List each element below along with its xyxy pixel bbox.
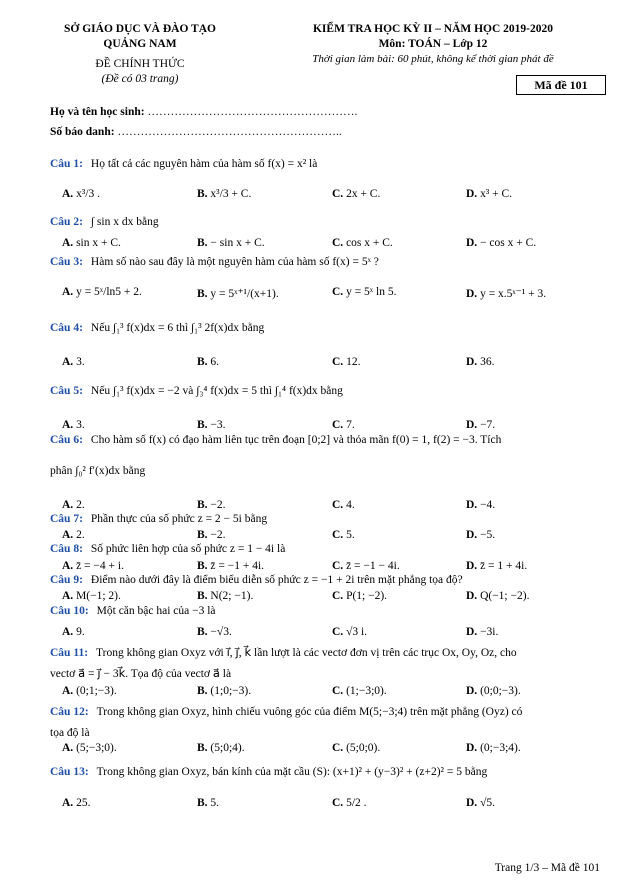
answer-option-d: D. − cos x + C. <box>466 237 537 249</box>
question-text: Hàm số nào sau đây là một nguyên hàm của hàm số f(x) = 5ˣ ? <box>90 256 379 268</box>
question-label: Câu 9: <box>50 574 83 586</box>
answer-option-c: C. y = 5ˣ ln 5. <box>332 286 397 298</box>
answer-option-b: B. (1;0;−3). <box>197 685 252 697</box>
answer-option-d: D. √5. <box>466 797 495 809</box>
answer-option-c: C. 5/2 . <box>332 797 367 809</box>
question-label: Câu 6: <box>50 434 83 446</box>
exam-title: KIỂM TRA HỌC KỲ II – NĂM HỌC 2019-2020 <box>312 23 554 35</box>
question-10 <box>50 605 605 617</box>
answer-option-c: C. 4. <box>332 499 355 511</box>
question-text: Phần thực của số phức z = 2 − 5i bằng <box>90 513 268 525</box>
student-name-dots: ………………………………………………. <box>147 106 358 118</box>
answer-option-a: A. M(−1; 2). <box>62 590 121 602</box>
answer-option-c: C. √3 i. <box>332 626 368 638</box>
answer-option-c: C. P(1; −2). <box>332 590 388 602</box>
answer-option-d: D. Q(−1; −2). <box>466 590 530 602</box>
question-text: Trong không gian Oxyz với i⃗, j⃗, k⃗ lần lượt là các vectơ đơn vị trên các trục Ox, Oy, Oz, cho <box>96 647 517 659</box>
time-label: Thời gian làm bài: 60 phút, không kể thời gian phát đề <box>312 53 554 65</box>
dept-line1: SỞ GIÁO DỤC VÀ ĐÀO TẠO <box>64 23 216 35</box>
answer-option-c: C. z̄ = −1 − 4i. <box>332 560 400 572</box>
answer-option-d: D. −3i. <box>466 626 499 638</box>
answer-option-b: B. 6. <box>197 356 220 368</box>
question-4 <box>50 322 605 334</box>
question-text-continued: vectơ a⃗ = j⃗ − 3k⃗. Tọa độ của vectơ a⃗ là <box>50 668 232 680</box>
question-label: Câu 13: <box>50 766 89 778</box>
question-text-continued: tọa độ là <box>50 727 90 739</box>
answer-option-b: B. N(2; −1). <box>197 590 254 602</box>
answer-option-a: A. x³/3 . <box>62 188 100 200</box>
question-12 <box>50 706 605 718</box>
answer-option-d: D. (0;−3;4). <box>466 742 521 754</box>
answer-option-d: D. y = x.5ˣ⁻¹ + 3. <box>466 288 547 300</box>
answer-option-c: C. 7. <box>332 419 355 431</box>
answer-option-d: D. −5. <box>466 529 496 541</box>
question-6 <box>50 434 605 446</box>
answer-option-b: B. −3. <box>197 419 226 431</box>
question-label: Câu 1: <box>50 158 83 170</box>
answer-option-d: D. (0;0;−3). <box>466 685 521 697</box>
question-text: Trong không gian Oxyz, bán kính của mặt cầu (S): (x+1)² + (y−3)² + (z+2)² = 5 bằng <box>96 766 488 778</box>
answer-option-b: B. 5. <box>197 797 220 809</box>
question-text: Một căn bậc hai của −3 là <box>96 605 216 617</box>
question-text: Điểm nào dưới đây là điểm biểu diễn số phức z = −1 + 2i trên mặt phẳng tọa độ? <box>90 574 463 586</box>
answer-option-a: A. y = 5ˣ/ln5 + 2. <box>62 286 142 298</box>
question-11 <box>50 645 605 659</box>
answer-option-b: B. x³/3 + C. <box>197 188 252 200</box>
question-label: Câu 10: <box>50 605 89 617</box>
student-name-label: Họ và tên học sinh: <box>50 106 145 118</box>
answer-option-a: A. sin x + C. <box>62 237 121 249</box>
student-id-label: Số báo danh: <box>50 126 115 138</box>
answer-option-a: A. (5;−3;0). <box>62 742 117 754</box>
question-1 <box>50 158 605 170</box>
question-13 <box>50 766 605 778</box>
answer-option-b: B. (5;0;4). <box>197 742 245 754</box>
answer-option-a: A. z̄ = −4 + i. <box>62 560 124 572</box>
question-8 <box>50 543 605 555</box>
question-label: Câu 7: <box>50 513 83 525</box>
question-text: Họ tất cả các nguyên hàm của hàm số f(x) = x² là <box>90 158 318 170</box>
official-label: ĐỀ CHÍNH THỨC <box>95 58 185 70</box>
question-text: ∫ sin x dx bằng <box>90 216 159 228</box>
question-label: Câu 5: <box>50 385 83 397</box>
answer-option-b: B. y = 5ˣ⁺¹/(x+1). <box>197 288 279 300</box>
answer-option-d: D. −4. <box>466 499 496 511</box>
answer-option-c: C. (5;0;0). <box>332 742 381 754</box>
question-3 <box>50 256 605 268</box>
question-label: Câu 4: <box>50 322 83 334</box>
answer-option-c: C. 2x + C. <box>332 188 381 200</box>
question-text: Trong không gian Oxyz, hình chiếu vuông góc của điểm M(5;−3;4) trên mặt phẳng (Oyz) có <box>96 706 523 718</box>
question-text: Nếu ∫₁³ f(x)dx = −2 và ∫₃⁴ f(x)dx = 5 thì ∫₁⁴ f(x)dx bằng <box>90 385 343 397</box>
question-7 <box>50 513 605 525</box>
answer-option-a: A. (0;1;−3). <box>62 685 117 697</box>
question-5 <box>50 385 605 397</box>
answer-option-a: A. 9. <box>62 626 85 638</box>
answer-option-d: D. 36. <box>466 356 495 368</box>
answer-option-a: A. 2. <box>62 529 85 541</box>
answer-option-b: B. − sin x + C. <box>197 237 265 249</box>
question-2 <box>50 216 605 228</box>
subject-label: Môn: TOÁN – Lớp 12 <box>378 38 488 50</box>
header-right <box>258 22 608 67</box>
answer-option-d: D. x³ + C. <box>466 188 513 200</box>
question-9 <box>50 574 605 586</box>
answer-option-d: D. z̄ = 1 + 4i. <box>466 560 528 572</box>
question-text: Cho hàm số f(x) có đạo hàm liên tục trên đoạn [0;2] và thỏa mãn f(0) = 1, f(2) = −3. Tích <box>90 434 502 446</box>
header-left <box>30 22 250 87</box>
answer-option-c: C. (1;−3;0). <box>332 685 387 697</box>
question-text: Số phức liên hợp của số phức z = 1 − 4i là <box>90 543 286 555</box>
page-footer: Trang 1/3 – Mã đề 101 <box>494 862 600 874</box>
question-label: Câu 2: <box>50 216 83 228</box>
question-label: Câu 12: <box>50 706 89 718</box>
answer-option-c: C. 5. <box>332 529 355 541</box>
pages-label: (Đề có 03 trang) <box>101 73 179 85</box>
answer-option-a: A. 25. <box>62 797 91 809</box>
exam-code-box: Mã đề 101 <box>516 75 606 95</box>
question-label: Câu 3: <box>50 256 83 268</box>
answer-option-a: A. 3. <box>62 419 85 431</box>
answer-option-d: D. −7. <box>466 419 496 431</box>
dept-line2: QUẢNG NAM <box>103 38 177 50</box>
answer-option-b: B. z̄ = −1 + 4i. <box>197 560 265 572</box>
question-text-continued: phân ∫₀² f′(x)dx bằng <box>50 465 146 477</box>
answer-option-b: B. −2. <box>197 499 226 511</box>
question-text: Nếu ∫₁³ f(x)dx = 6 thì ∫₁³ 2f(x)dx bằng <box>90 322 265 334</box>
answer-option-a: A. 3. <box>62 356 85 368</box>
answer-option-b: B. −√3. <box>197 626 232 638</box>
student-name-line <box>50 106 357 118</box>
answer-option-c: C. 12. <box>332 356 361 368</box>
student-id-line <box>50 126 342 138</box>
answer-option-b: B. −2. <box>197 529 226 541</box>
answer-option-c: C. cos x + C. <box>332 237 393 249</box>
question-label: Câu 8: <box>50 543 83 555</box>
answer-option-a: A. 2. <box>62 499 85 511</box>
question-label: Câu 11: <box>50 647 89 659</box>
student-id-dots: ………………………………………………….. <box>117 126 342 138</box>
